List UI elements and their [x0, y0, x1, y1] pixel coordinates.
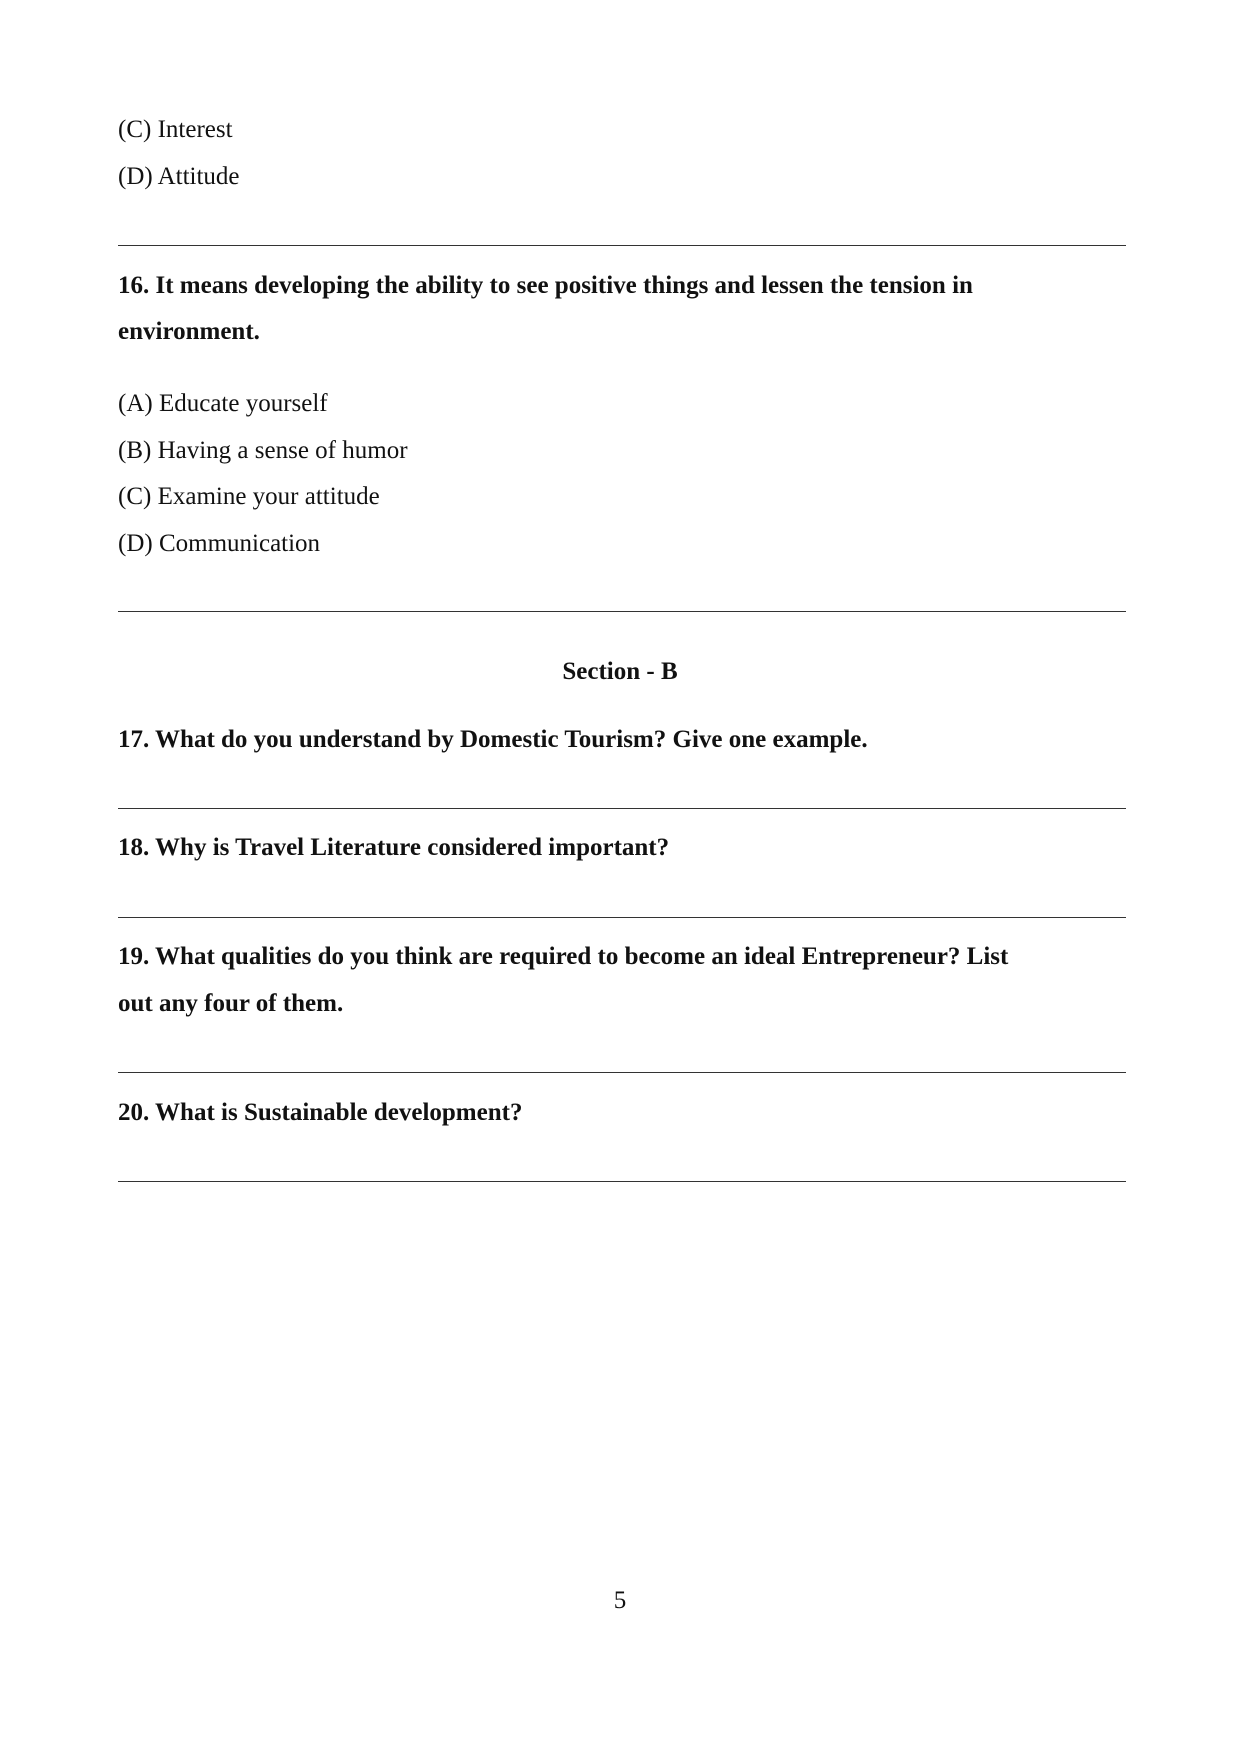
question-16-option-a: (A) Educate yourself [118, 390, 328, 417]
question-16-option-c: (C) Examine your attitude [118, 483, 380, 510]
divider [118, 1181, 1126, 1182]
question-18: 18. Why is Travel Literature considered important? [118, 834, 670, 861]
divider [118, 1072, 1126, 1073]
option-c-interest: (C) Interest [118, 116, 233, 143]
divider [118, 611, 1126, 612]
option-d-attitude: (D) Attitude [118, 163, 240, 190]
question-17: 17. What do you understand by Domestic Tourism? Give one example. [118, 726, 868, 753]
question-19-line2: out any four of them. [118, 990, 344, 1017]
question-19-line1: 19. What qualities do you think are required to become an ideal Entrepreneur? List [118, 943, 1009, 970]
question-16-line1: 16. It means developing the ability to see positive things and lessen the tension in [118, 272, 973, 299]
question-16-line2: environment. [118, 318, 260, 345]
page-number: 5 [613, 1587, 627, 1614]
section-b-title: Section - B [562, 658, 678, 685]
divider [118, 245, 1126, 246]
question-16-option-d: (D) Communication [118, 530, 321, 557]
question-16-option-b: (B) Having a sense of humor [118, 437, 408, 464]
divider [118, 917, 1126, 918]
question-20: 20. What is Sustainable development? [118, 1099, 523, 1126]
divider [118, 808, 1126, 809]
